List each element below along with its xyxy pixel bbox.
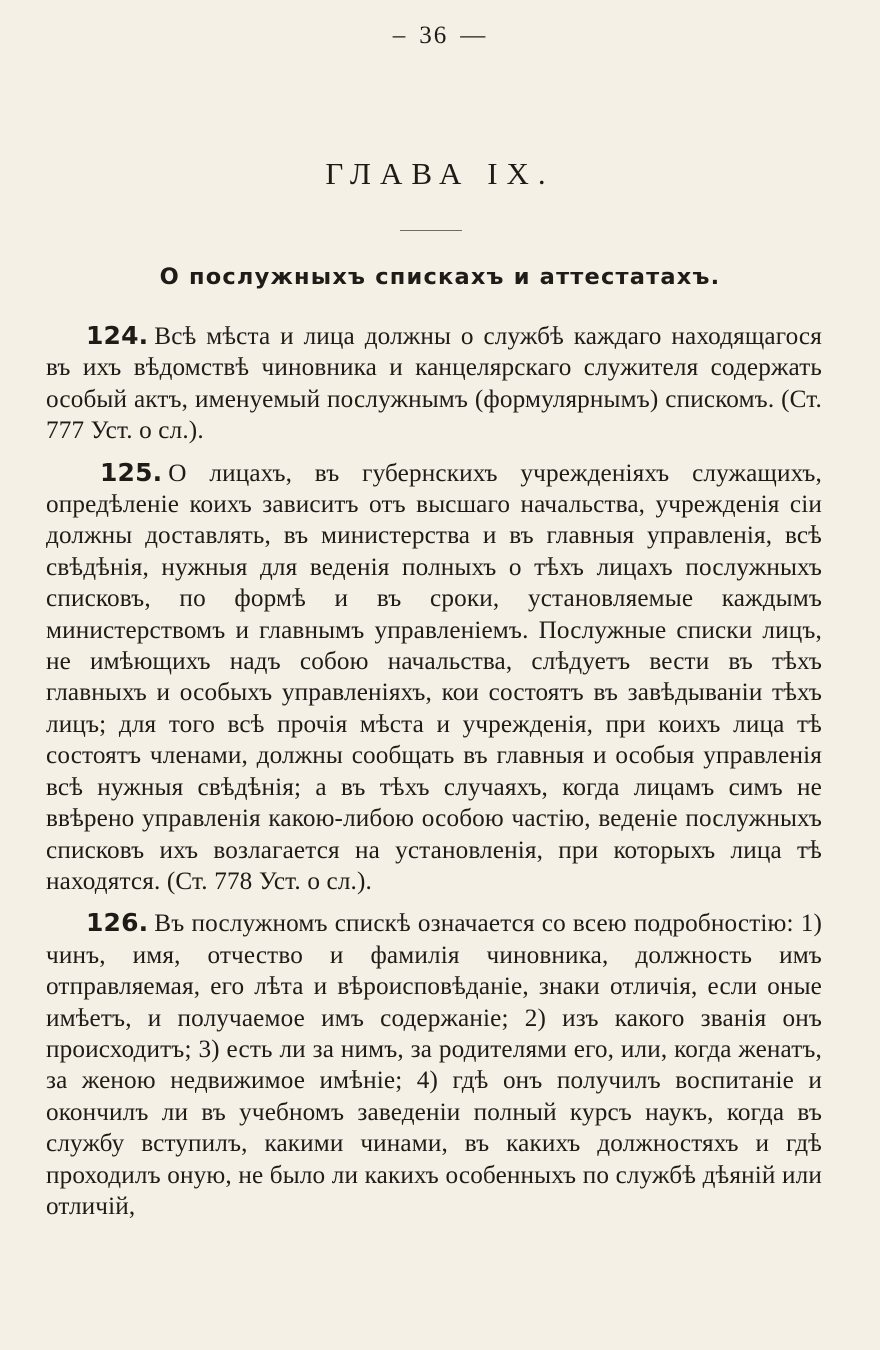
- chapter-title: ГЛАВА IX.: [325, 156, 555, 191]
- page-number-value: 36: [419, 22, 449, 49]
- paragraph-number: 126.: [86, 908, 149, 938]
- paragraph-number: 124.: [86, 321, 149, 350]
- paragraph-124: [46, 320, 822, 447]
- decorative-rule: [400, 230, 462, 231]
- section-heading: О послужныхъ спискахъ и аттестатахъ.: [159, 264, 721, 290]
- paragraph-125: [46, 457, 822, 898]
- paragraph-text: О лицахъ, въ губернскихъ учрежденіяхъ служащихъ, опредѣленіе коихъ зависитъ отъ высшаго начальства, учрежденія сіи должны доставлять, въ министерства и въ главныя управленія, всѣ свѣдѣнія, нужныя для веденія полныхъ о тѣхъ лицахъ послужныхъ списковъ, по формѣ и въ сроки, установляемые каждымъ министерствомъ и главнымъ управленіемъ. Послужные списки лицъ, не имѣющихъ надъ собою начальства, слѣдуетъ вести въ тѣхъ главныхъ и особыхъ управленіяхъ, кои состоятъ въ завѣдываніи тѣхъ лицъ; для того всѣ прочія мѣста и учрежденія, при коихъ лица тѣ состоятъ членами, должны сообщать въ главныя и особыя управленія всѣ нужныя свѣдѣнія; а въ тѣхъ случаяхъ, когда лицамъ симъ не ввѣрено управленія какою-либою особою частію, веденіе послужныхъ списковъ ихъ возлагается на установленія, при которыхъ лица тѣ находятся. (Ст. 778 Уст. о сл.).: [46, 459, 822, 895]
- paragraph-text: Въ послужномъ спискѣ означается со всею подробностію: 1) чинъ, имя, отчество и фамилія чиновника, должность имъ отправляемая, его лѣта и вѣроисповѣданіе, знаки отличія, если оные имѣетъ, и получаемое имъ содержаніе; 2) изъ какого званія онъ происходитъ; 3) есть ли за нимъ, за родителями его, или, когда женатъ, за женою недвижимое имѣніе; 4) гдѣ онъ получилъ воспитаніе и окончилъ ли въ учебномъ заведеніи полный курсъ наукъ, когда въ службу вступилъ, какими чинами, въ какихъ должностяхъ и гдѣ проходилъ оную, не было ли какихъ особенныхъ по службѣ дѣяній или отличій,: [46, 910, 822, 1220]
- paragraph-number: 125.: [100, 457, 163, 487]
- paragraph-126: [46, 907, 822, 1222]
- body-text: [46, 320, 822, 1232]
- paragraph-text: Всѣ мѣста и лица должны о службѣ каждаго находящагося въ ихъ вѣдомствѣ чиновника и канцелярскаго служителя содержать особый актъ, именуемый послужнымъ (формулярнымъ) спискомъ. (Ст. 777 Уст. о сл.).: [46, 323, 822, 445]
- page-number: – 36 —: [392, 22, 488, 49]
